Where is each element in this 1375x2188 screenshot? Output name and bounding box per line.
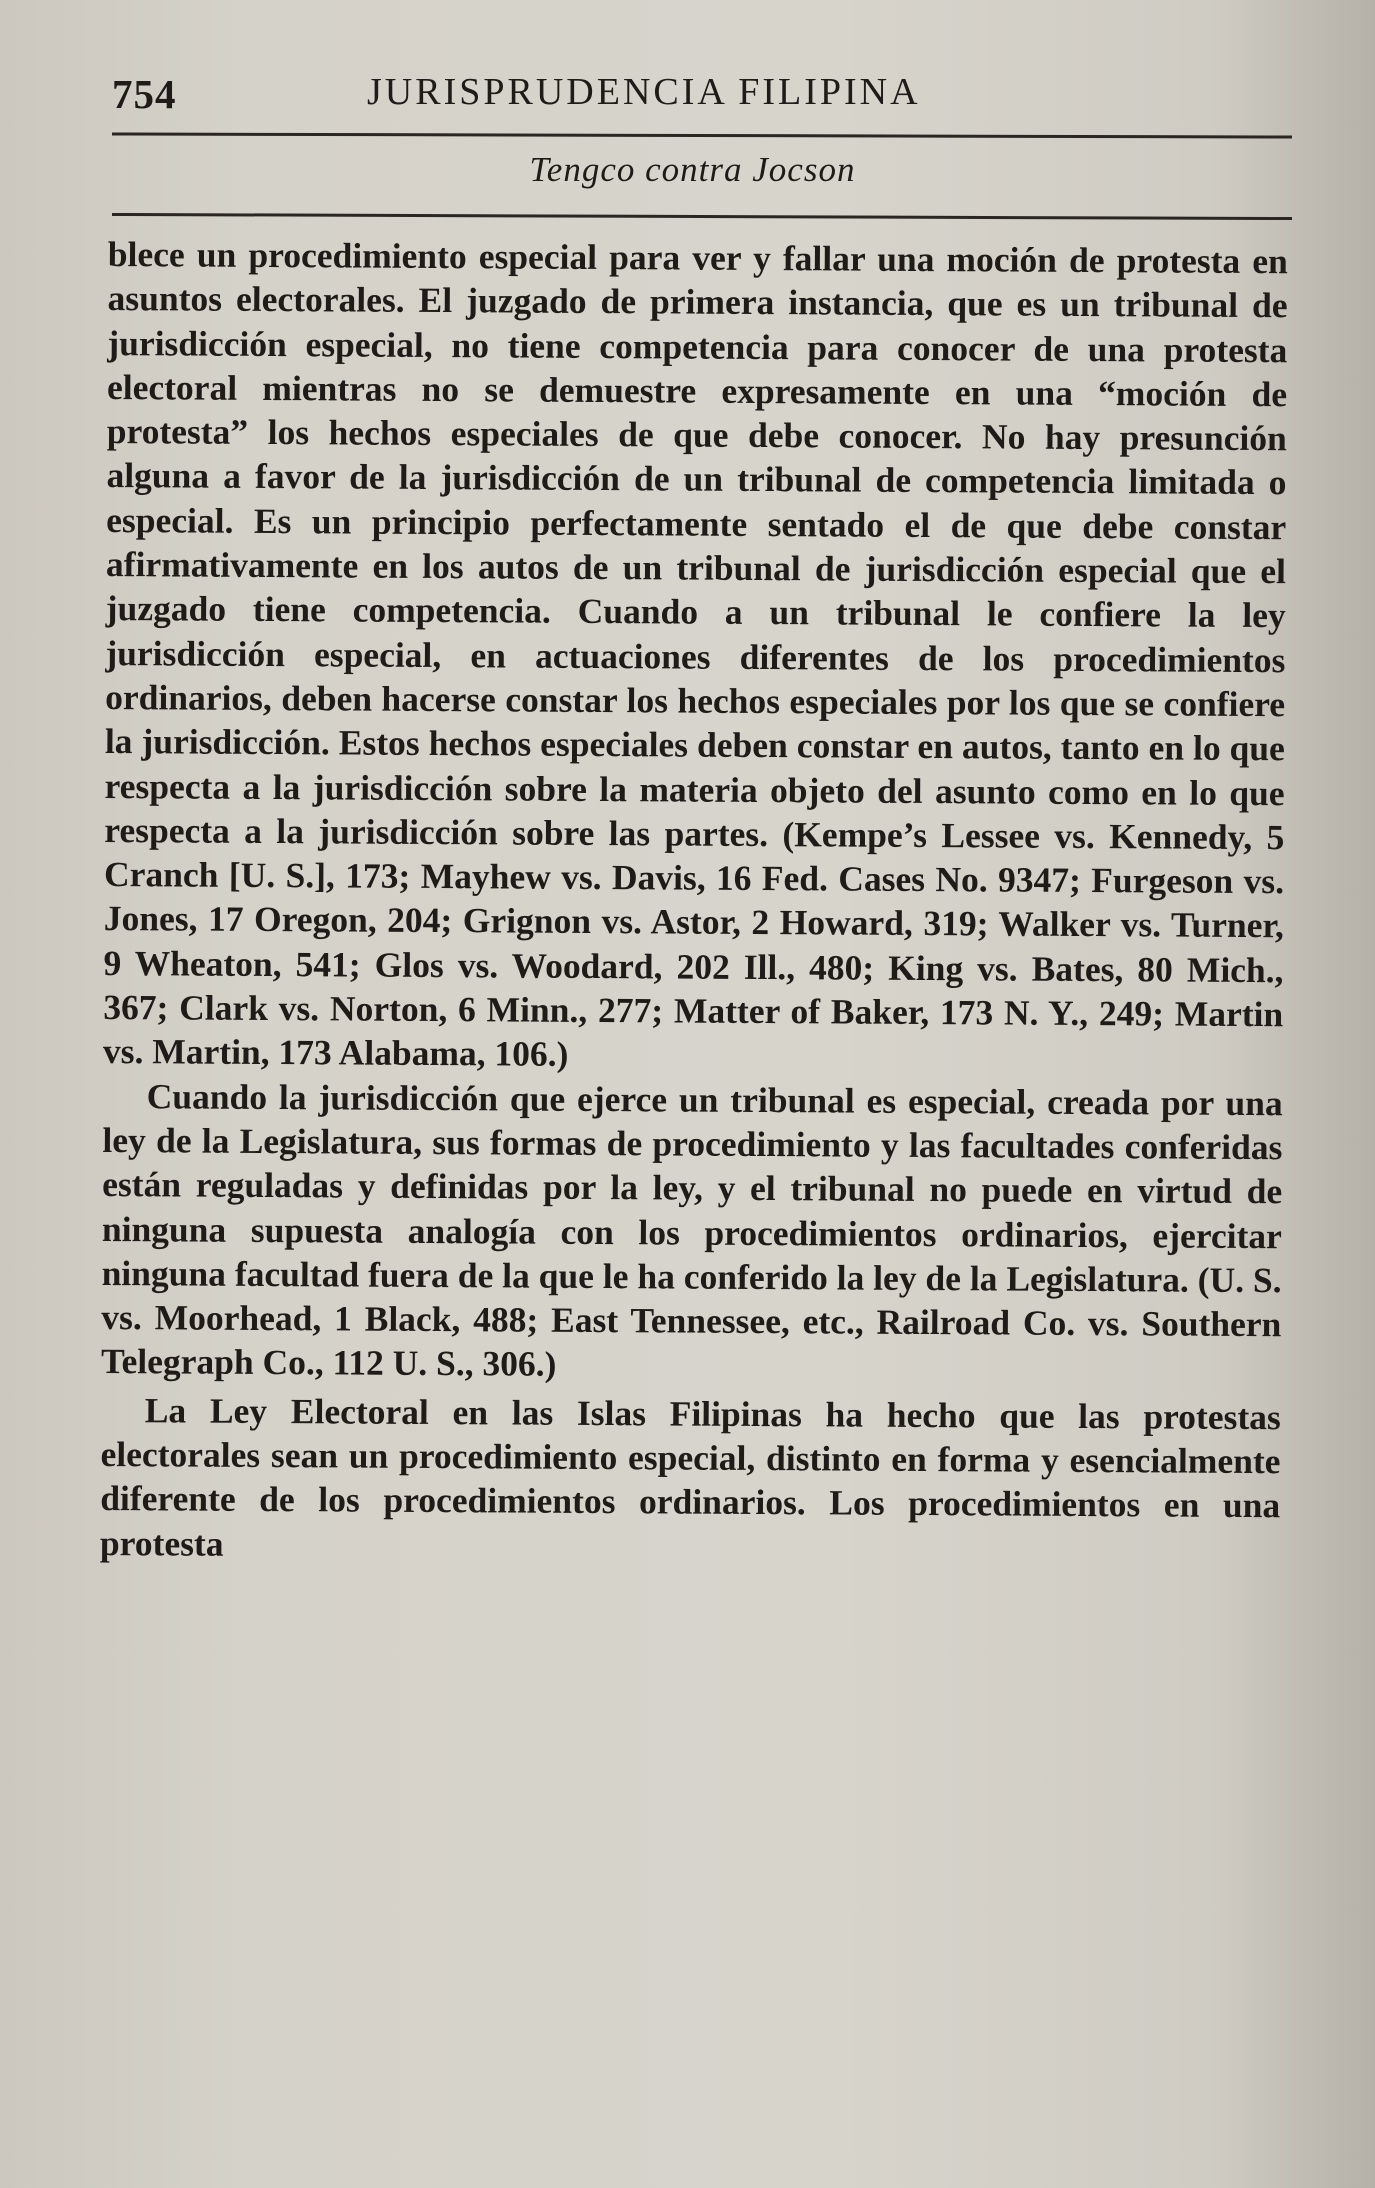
paragraph-special-jurisdiction: Cuando la jurisdicción que ejerce un tribunal es especial, creada por una ley de la Legislatura, sus formas de procedimiento y las facultades conferidas están reguladas y definidas por la ley, y el tribunal no puede en virtud de ninguna supuesta analogía con los procedimientos ordinarios, ejercitar ninguna facultad fuera de la que le ha conferido la ley de la Legislatura. (U. S. vs. Moorhead, 1 Black, 488; East Tennessee, etc., Railroad Co. vs. Southern Telegraph Co., 112 U. S., 306.) [100,1075,1283,1385]
paragraph-continued: blece un procedimiento especial para ver y fallar una moción de protesta en asuntos electorales. El juzgado de primera instancia, que es un tribunal de jurisdicción especial, no tiene competencia para conocer de una protesta electoral mientras no se demuestre expresamente en una “moción de protesta” los hechos especiales de que debe conocer. No hay presunción alguna a favor de la jurisdicción de un tribunal de competencia limitada o especial. Es un principio perfectamente sentado el de que debe constar afirmativamente en los autos de un tribunal de jurisdicción especial que el juzgado tiene competencia. Cuando a un tribunal le confiere la ley jurisdicción especial, en actuaciones diferentes de los procedimientos ordinarios, deben hacerse constar los hechos especiales por los que se confiere la jurisdicción. Estos hechos especiales deben constar en autos, tanto en lo que respecta a la jurisdicción sobre la materia objeto del asunto como en lo que respecta a la jurisdicción sobre las partes. (Kempe’s Lessee vs. Kennedy, 5 Cranch [U. S.], 173; Mayhew vs. Davis, 16 Fed. Cases No. 9347; Furgeson vs. Jones, 17 Oregon, 204; Grignon vs. Astor, 2 Howard, 319; Walker vs. Turner, 9 Wheaton, 541; Glos vs. Woodard, 202 Ill., 480; King vs. Bates, 80 Mich., 367; Clark vs. Norton, 6 Minn., 277; Matter of Baker, 173 N. Y., 249; Martin vs. Martin, 173 Alabama, 106.) [102,233,1288,1075]
case-caption: Tengco contra Jocson [529,150,856,189]
page-header [112,70,1292,120]
body-text [100,232,1288,1572]
paragraph-electoral-law: La Ley Electoral en las Islas Filipinas ha hecho que las protestas electorales sean un procedimiento especial, distinto en forma y esencialmente diferente de los procedimientos ordinarios. Los procedimientos en una protesta [99,1389,1281,1564]
page-number: 754 [112,71,177,117]
header-rule-bottom [112,213,1292,220]
running-title: JURISPRUDENCIA FILIPINA [367,71,921,113]
header-rule-top [112,132,1292,138]
